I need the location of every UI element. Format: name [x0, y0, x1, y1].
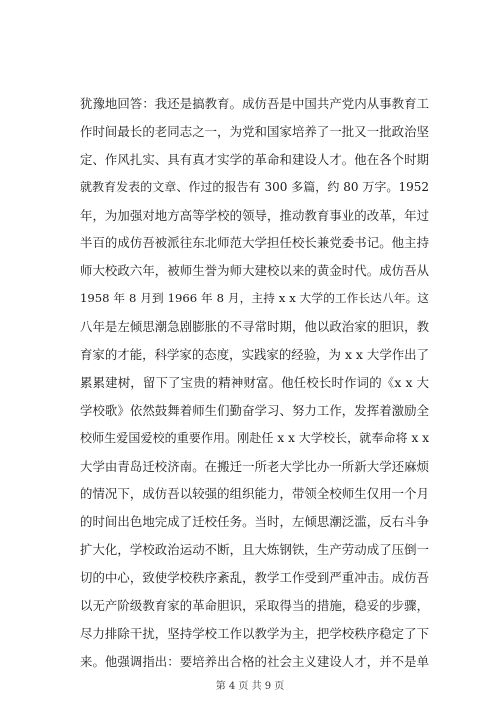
text-line: 育家的才能，科学家的态度，实践家的经验，为 x x 大学作出了	[80, 347, 429, 363]
text-line: 年，为加强对地方高等学校的领导，推动教育事业的改革，年过	[80, 207, 429, 223]
text-line: 犹豫地回答：我还是搞教育。成仿吾是中国共产党内从事教育工	[80, 96, 429, 111]
text-line: 半百的成仿吾被派往东北师范大学担任校长兼党委书记。他主持	[80, 235, 429, 251]
text-line: 作时间最长的老同志之一，为党和国家培养了一批又一批政治坚	[80, 123, 429, 139]
text-line: 的情况下，成仿吾以较强的组织能力，带领全校师生仅用一个月	[80, 486, 429, 502]
text-line: 校师生爱国爱校的重要作用。刚赴任 x x 大学校长，就奉命将 x x	[80, 430, 429, 445]
text-line: 的时间出色地完成了迁校任务。当时，左倾思潮泛滥，反右斗争	[80, 514, 429, 530]
text-line: 定、作风扎实、具有真才实学的革命和建设人才。他在各个时期	[80, 151, 429, 167]
page-number-footer: 第 4 页 共 9 页	[215, 681, 285, 692]
text-line: 就教育发表的文章、作过的报告有 300 多篇，约 80 万字。1952	[80, 179, 429, 194]
text-line: 学校歌》依然鼓舞着师生们勤奋学习、努力工作，发挥着激励全	[80, 402, 429, 418]
text-line: 八年是左倾思潮急剧膨胀的不寻常时期，他以政治家的胆识，教	[80, 319, 429, 335]
text-line: 1958 年 8 月到 1966 年 8 月，主持 x x 大学的工作长达八年。这	[80, 291, 429, 306]
text-line: 扩大化，学校政治运动不断，且大炼钢铁，生产劳动成了压倒一	[80, 542, 429, 558]
text-line: 师大校政六年，被师生誉为师大建校以来的黄金时代。成仿吾从	[80, 263, 429, 279]
text-line: 以无产阶级教育家的革命胆识，采取得当的措施，稳妥的步骤，	[80, 598, 429, 614]
body-paragraph	[80, 90, 429, 676]
text-line: 切的中心，致使学校秩序紊乱，教学工作受到严重冲击。成仿吾	[80, 570, 429, 586]
text-line: 尽力排除干扰，坚持学校工作以教学为主，把学校秩序稳定了下	[80, 625, 429, 641]
text-line: 来。他强调指出：要培养出合格的社会主义建设人才，并不是单	[80, 653, 429, 669]
text-line: 大学由青岛迁校济南。在搬迁一所老大学比办一所新大学还麻烦	[80, 458, 429, 474]
text-line: 累累建树，留下了宝贵的精神财富。他任校长时作词的《x x 大	[80, 374, 429, 390]
